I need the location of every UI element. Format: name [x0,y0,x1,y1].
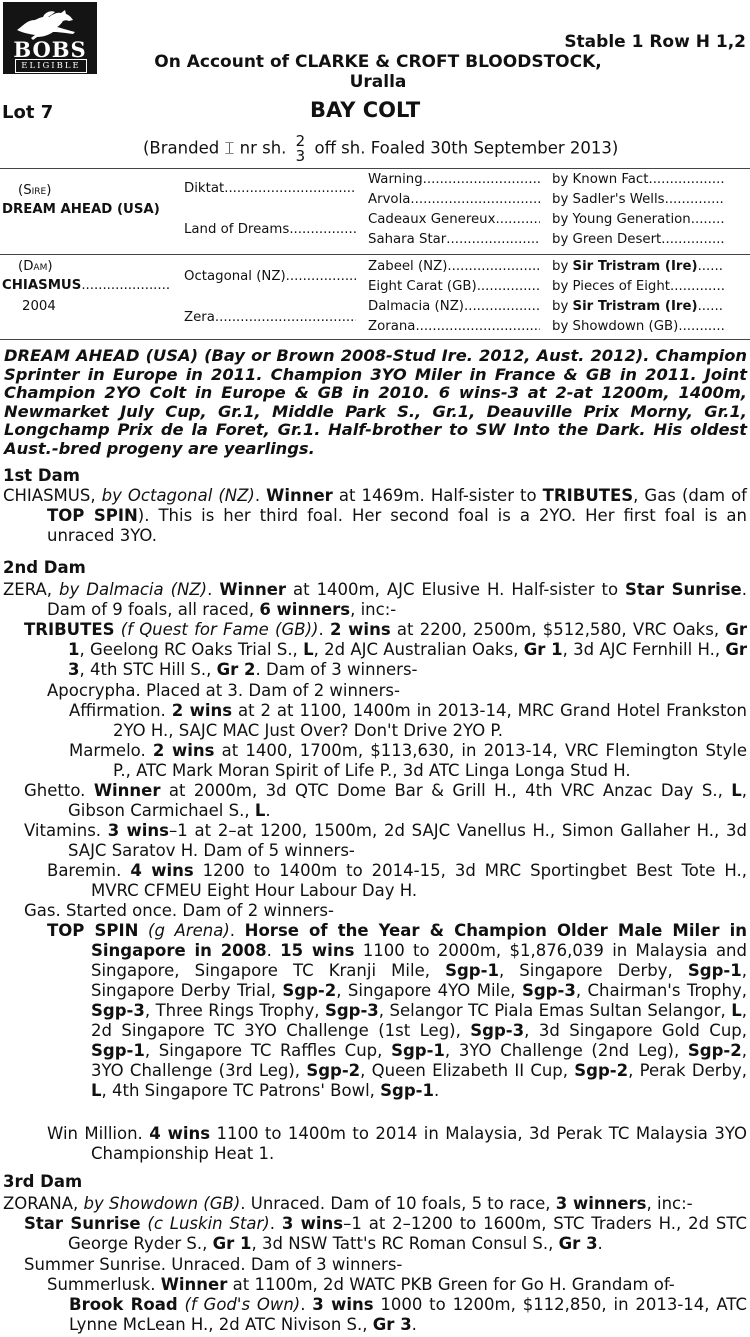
progeny-entry: TOP SPIN (g Arena). Horse of the Year & Champion Older Male Miler in Singapore in 2008. 15 wins 1100 to 2000m, $1,876,039 in Malaysia and Singapore, Singapore TC Kranji Mile, Sgp-1, Singapore Derby, Sgp-1, Singapore Derby Trial, Sgp-2, Singapore 4YO Mile, Sgp-3, Chairman's Trophy, Sgp-3, Three Rings Trophy, Sgp-3, Selangor TC Piala Emas Sultan Selangor, L, 2d Singapore TC 3YO Challenge (1st Leg), Sgp-3, 3d Singapore Gold Cup, Sgp-1, Singapore TC Raffles Cup, Sgp-1, 3YO Challenge (2nd Leg), Sgp-2, 3YO Challenge (3rd Leg), Sgp-2, Queen Elizabeth II Cup, Sgp-2, Perak Derby, L, 4th Singapore TC Patrons' Bowl, Sgp-1. [47,921,747,1100]
progeny-entry: Ghetto. Winner at 2000m, 3d QTC Dome Bar & Grill H., 4th VRC Anzac Day S., L, Gibson Carmichael S., L. [24,781,747,820]
pedigree-sire-of-ancestor: by Showdown (GB) ..... [552,319,724,334]
pedigree-ancestor: Arvola ..... [368,192,540,207]
divider [0,254,750,255]
pedigree-grandsire: Diktat ..... [184,181,356,196]
pedigree-ancestor: Sahara Star ..... [368,232,540,247]
progeny-entry: Vitamins. 3 wins–1 at 2–at 1200, 1500m, 2d SAJC Vanellus H., Simon Gallaher H., 3d SAJC Saratov H. Dam of 5 winners- [24,821,747,860]
pedigree-ancestor: Zorana ..... [368,319,540,334]
divider [0,168,750,169]
pedigree-ancestor: Dalmacia (NZ) ..... [368,299,540,314]
sire-summary: DREAM AHEAD (USA) (Bay or Brown 2008-Stud Ire. 2012, Aust. 2012). Champion Sprinter in Europe in 2011. Champion 3YO Miler in France & GB in 2011. Joint Champion 2YO Colt in Europe & GB in 2010. 6 wins-3 at 2-at 1200m, 1400m, Newmarket July Cup, Gr.1, Middle Park S., Gr.1, Deauville Prix Morny, Gr.1, Longchamp Prix de la Foret, Gr.1. Half-brother to SW Into the Dark. His oldest Aust.-bred progeny are yearlings. [4,346,747,458]
pedigree-ancestor: Warning ..... [368,172,540,187]
section-first-dam: 1st Dam [3,466,80,485]
vendor-town: Uralla [349,72,407,92]
third-dam-paragraph: ZORANA, by Showdown (GB). Unraced. Dam of 10 foals, 5 to race, 3 winners, inc:- [3,1194,693,1213]
bobs-logo [3,2,97,74]
pedigree-granddam: Zera ..... [184,310,356,325]
stable-location: Stable 1 Row H 1,2 [564,32,746,52]
section-third-dam: 3rd Dam [3,1172,83,1191]
dam-name: CHIASMUS ..... [2,278,170,293]
sire-name: DREAM AHEAD (USA) [2,202,160,217]
logo-subtext: ELIGIBLE [15,59,87,73]
lot-number: Lot 7 [2,102,54,123]
progeny-entry: Marmelo. 2 wins at 1400, 1700m, $113,630, in 2013-14, VRC Flemington Style P., ATC Mark Moran Spirit of Life P., 3d ATC Linga Longa Stud H. [69,741,747,780]
progeny-entry: Apocrypha. Placed at 3. Dam of 2 winners- [47,681,400,700]
brand-line [143,134,618,164]
first-dam-paragraph: CHIASMUS, by Octagonal (NZ). Winner at 1469m. Half-sister to TRIBUTES, Gas (dam of TOP SPIN). This is her third foal. Her second foal is a 2YO. Her first foal is an unraced 3YO. [3,486,747,545]
pedigree-sire-of-ancestor: by Known Fact ..... [552,172,724,187]
progeny-entry: TRIBUTES (f Quest for Fame (GB)). 2 wins at 2200, 2500m, $512,580, VRC Oaks, Gr 1, Geelong RC Oaks Trial S., L, 2d AJC Australian Oaks, Gr 1, 3d AJC Fernhill H., Gr 3, 4th STC Hill S., Gr 2. Dam of 3 winners- [24,620,748,679]
dam-year: 2004 [22,299,56,314]
pedigree-sire-of-ancestor: by Sir Tristram (Ire) ..... [552,259,724,274]
vendor-account: On Account of CLARKE & CROFT BLOODSTOCK, [154,52,602,72]
pedigree-sire-of-ancestor: by Sadler's Wells ..... [552,192,724,207]
section-second-dam: 2nd Dam [3,558,86,577]
pedigree-grandsire: Octagonal (NZ) ..... [184,269,356,284]
pedigree-sire-of-ancestor: by Sir Tristram (Ire) ..... [552,299,724,314]
horse-description: BAY COLT [310,98,421,122]
divider [0,339,750,340]
brand-fraction: 2 3 [295,132,306,165]
brand-text: nr sh. [239,138,287,158]
progeny-entry: Summer Sunrise. Unraced. Dam of 3 winners- [24,1255,403,1274]
pedigree-ancestor: Zabeel (NZ) ..... [368,259,540,274]
progeny-entry: Gas. Started once. Dam of 2 winners- [24,901,334,920]
pedigree-sire-of-ancestor: by Green Desert ..... [552,232,724,247]
brand-text: off sh. Foaled 30th September 2013) [314,138,619,158]
dam-label: (Dam) [18,259,53,274]
pedigree-ancestor: Cadeaux Genereux ..... [368,212,540,227]
brand-text: (Branded [143,138,220,158]
progeny-entry: Summerlusk. Winner at 1100m, 2d WATC PKB Green for Go H. Grandam of- Brook Road (f God's Own). 3 wins 1000 to 1200m, $112,850, in 2013-14, ATC Lynne McLean H., 2d ATC Nivison S., Gr 3. [47,1275,747,1334]
progeny-entry: Affirmation. 2 wins at 2 at 1100, 1400m in 2013-14, MRC Grand Hotel Frankston 2YO H., SAJC MAC Just Over? Don't Drive 2YO P. [69,701,747,740]
progeny-entry: Star Sunrise (c Luskin Star). 3 wins–1 at 2–1200 to 1600m, STC Traders H., 2d STC George Ryder S., Gr 1, 3d NSW Tatt's RC Roman Consul S., Gr 3. [24,1214,747,1253]
pedigree-sire-of-ancestor: by Young Generation ..... [552,212,724,227]
logo-text: BOBS [13,37,87,62]
second-dam-paragraph: ZERA, by Dalmacia (NZ). Winner at 1400m, AJC Elusive H. Half-sister to Star Sunrise. Dam of 9 foals, all raced, 6 winners, inc:- [3,580,747,619]
pedigree-granddam: Land of Dreams ..... [184,222,356,237]
pedigree-sire-of-ancestor: by Pieces of Eight ..... [552,279,724,294]
sire-label: (Sire) [18,183,52,198]
progeny-entry: Baremin. 4 wins 1200 to 1400m to 2014-15, 3d MRC Sportingbet Best Tote H., MVRC CFMEU Eight Hour Labour Day H. [47,861,747,900]
pedigree-ancestor: Eight Carat (GB) ..... [368,279,540,294]
brand-mark-icon: ⌶ [224,138,235,158]
progeny-entry: Win Million. 4 wins 1100 to 1400m to 2014 in Malaysia, 3d Perak TC Malaysia 3YO Championship Heat 1. [47,1124,747,1163]
